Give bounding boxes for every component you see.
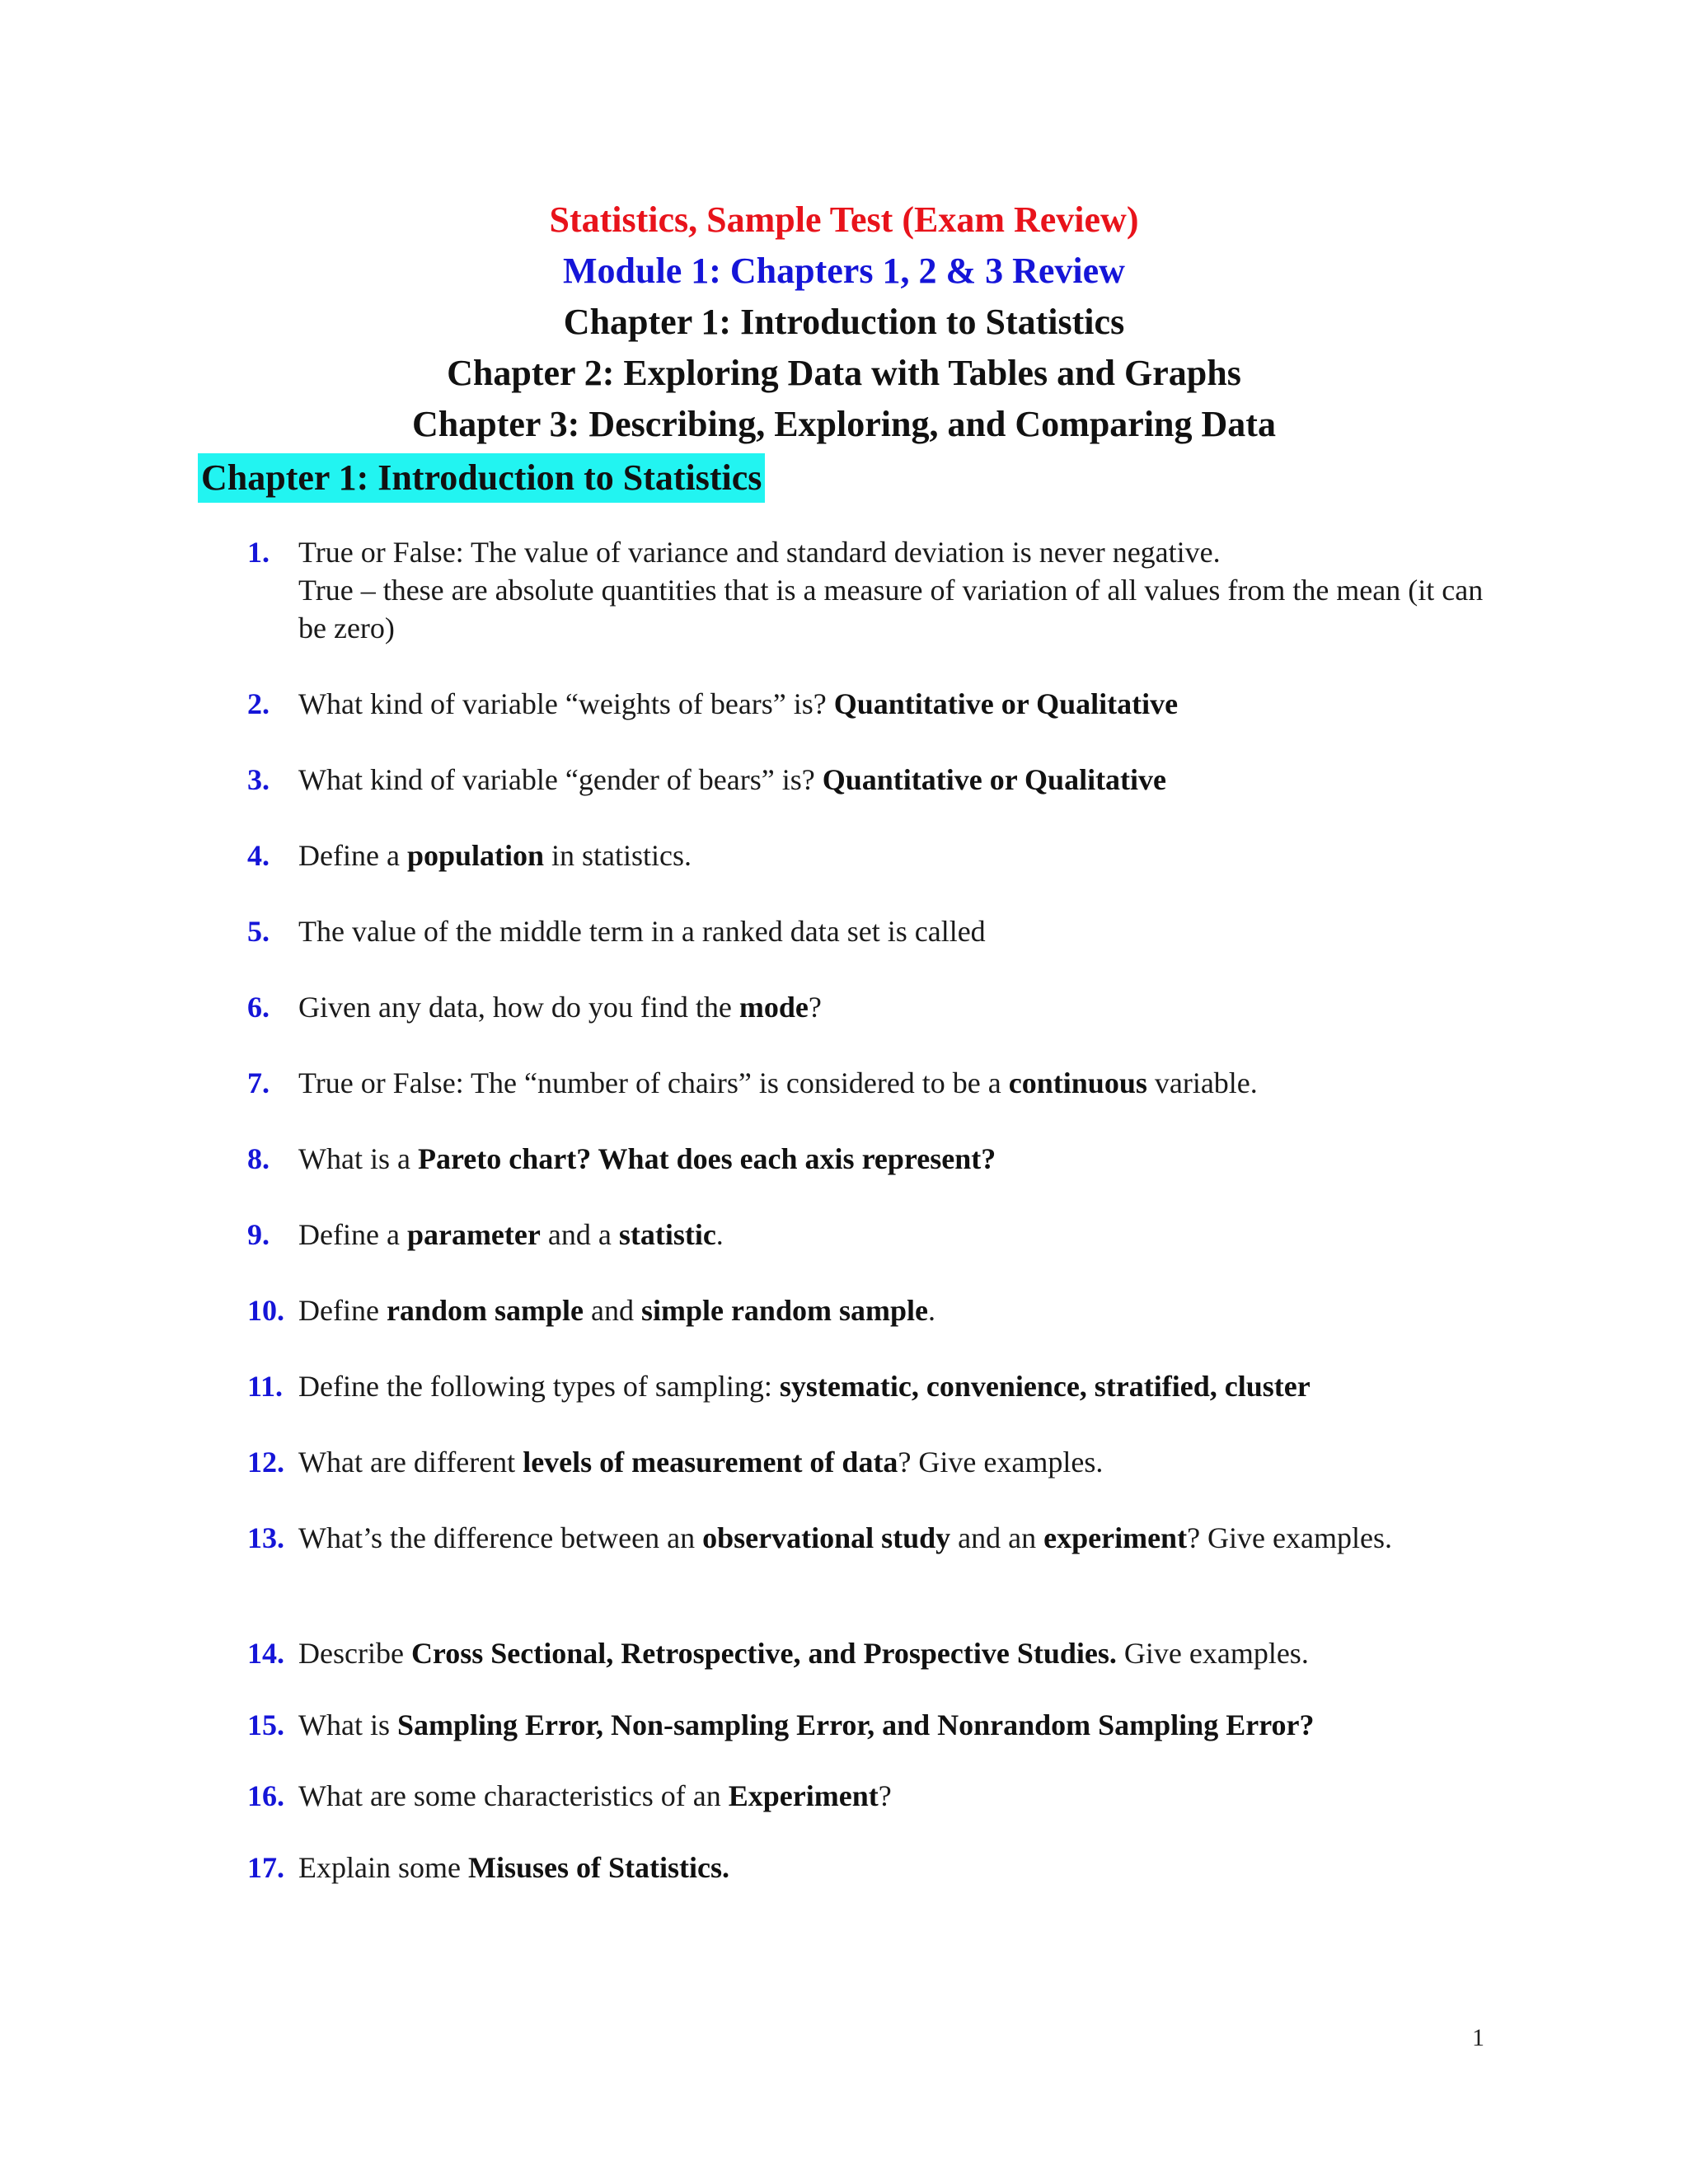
question-text-segment: ? Give examples. bbox=[1187, 1521, 1392, 1554]
question-text-segment: What is a bbox=[298, 1142, 418, 1175]
question-number: 15. bbox=[247, 1708, 284, 1741]
question-text bbox=[298, 1849, 1500, 1886]
question-text-segment: . bbox=[927, 1294, 935, 1327]
question-text bbox=[298, 1367, 1500, 1405]
answer-text: True – these are absolute quantities that is a measure of variation of all values from the mean (it can be zero) bbox=[298, 574, 1484, 644]
question-text-segment: Define bbox=[298, 1294, 387, 1327]
question-item bbox=[247, 761, 1500, 799]
question-text-segment: Define a bbox=[298, 1218, 407, 1251]
question-number: 9. bbox=[247, 1218, 270, 1251]
question-number: 11. bbox=[247, 1370, 284, 1403]
question-text-segment: and bbox=[583, 1294, 641, 1327]
question-text bbox=[298, 837, 1500, 874]
question-key-term: Pareto chart? What does each axis represent? bbox=[417, 1142, 996, 1175]
question-key-term: observational study bbox=[702, 1521, 951, 1554]
question-text-segment: Given any data, how do you find the bbox=[298, 991, 739, 1024]
question-key-term: parameter bbox=[406, 1218, 541, 1251]
question-number: 1. bbox=[247, 536, 270, 569]
question-number: 12. bbox=[247, 1446, 284, 1479]
question-text bbox=[298, 1634, 1500, 1672]
question-key-term: experiment bbox=[1043, 1521, 1188, 1554]
question-item bbox=[247, 1140, 1500, 1178]
question-item bbox=[247, 837, 1500, 874]
question-text-segment: variable. bbox=[1146, 1066, 1258, 1099]
question-text-segment: in statistics. bbox=[544, 839, 692, 872]
question-number: 16. bbox=[247, 1779, 284, 1812]
question-text bbox=[298, 1706, 1500, 1744]
question-text-segment: Explain some bbox=[298, 1851, 468, 1884]
question-number: 13. bbox=[247, 1521, 284, 1554]
section-heading: Chapter 1: Introduction to Statistics bbox=[198, 453, 765, 503]
question-key-term: Quantitative or Qualitative bbox=[833, 687, 1179, 720]
question-key-term: Experiment bbox=[728, 1779, 879, 1812]
question-text bbox=[298, 533, 1500, 571]
question-item bbox=[247, 1849, 1500, 1886]
question-key-term: Misuses of Statistics. bbox=[467, 1851, 729, 1884]
question-text-segment: ? Give examples. bbox=[898, 1446, 1104, 1479]
question-text bbox=[298, 1064, 1500, 1102]
question-item bbox=[247, 533, 1500, 647]
question-text-segment: ? bbox=[878, 1779, 892, 1812]
question-number: 4. bbox=[247, 839, 270, 872]
question-text-segment: What’s the difference between an bbox=[298, 1521, 703, 1554]
question-key-term: statistic bbox=[618, 1218, 716, 1251]
question-text bbox=[298, 685, 1500, 723]
chapter-1-title: Chapter 1: Introduction to Statistics bbox=[563, 302, 1125, 342]
question-number: 2. bbox=[247, 687, 270, 720]
question-item bbox=[247, 1064, 1500, 1102]
question-text bbox=[298, 1519, 1500, 1557]
question-key-term: systematic, convenience, stratified, cluster bbox=[779, 1370, 1311, 1403]
question-text-segment: What kind of variable “weights of bears” is? bbox=[298, 687, 834, 720]
question-text-segment: Describe bbox=[298, 1637, 411, 1670]
question-text bbox=[298, 761, 1500, 799]
question-number: 7. bbox=[247, 1066, 270, 1099]
question-item bbox=[247, 1634, 1500, 1672]
question-item bbox=[247, 988, 1500, 1026]
question-text-segment: What kind of variable “gender of bears” is? bbox=[298, 763, 823, 796]
question-item bbox=[247, 1291, 1500, 1329]
question-text bbox=[298, 1216, 1500, 1254]
question-text bbox=[298, 1291, 1500, 1329]
document-title: Statistics, Sample Test (Exam Review) bbox=[549, 199, 1139, 240]
question-text-segment: True or False: The “number of chairs” is considered to be a bbox=[298, 1066, 1009, 1099]
question-key-term: Sampling Error, Non-sampling Error, and Nonrandom Sampling Error? bbox=[396, 1708, 1315, 1741]
question-number: 14. bbox=[247, 1637, 284, 1670]
question-text bbox=[298, 1443, 1500, 1481]
page-number: 1 bbox=[1472, 2024, 1484, 2051]
question-text-segment: The value of the middle term in a ranked data set is called bbox=[298, 915, 986, 948]
question-item bbox=[247, 1706, 1500, 1744]
question-item bbox=[247, 1519, 1500, 1557]
question-key-term: continuous bbox=[1008, 1066, 1147, 1099]
question-item bbox=[247, 1777, 1500, 1815]
question-item bbox=[247, 912, 1500, 950]
question-text bbox=[298, 1140, 1500, 1178]
question-text-segment: What are different bbox=[298, 1446, 523, 1479]
question-text-segment: and a bbox=[540, 1218, 619, 1251]
question-text-segment: Define a bbox=[298, 839, 407, 872]
question-text bbox=[298, 912, 1500, 950]
question-text-segment: Give examples. bbox=[1116, 1637, 1309, 1670]
question-key-term: population bbox=[406, 839, 545, 872]
question-text-segment: . bbox=[715, 1218, 724, 1251]
question-number: 6. bbox=[247, 991, 270, 1024]
question-text bbox=[298, 1777, 1500, 1815]
question-text bbox=[298, 988, 1500, 1026]
question-key-term: random sample bbox=[386, 1294, 584, 1327]
question-key-term: Quantitative or Qualitative bbox=[822, 763, 1167, 796]
question-key-term: levels of measurement of data bbox=[523, 1446, 898, 1479]
question-text-segment: What are some characteristics of an bbox=[298, 1779, 729, 1812]
question-key-term: mode bbox=[738, 991, 809, 1024]
question-text-segment: What is bbox=[298, 1708, 397, 1741]
question-number: 5. bbox=[247, 915, 270, 948]
question-item bbox=[247, 1367, 1500, 1405]
question-number: 3. bbox=[247, 763, 270, 796]
chapter-3-title: Chapter 3: Describing, Exploring, and Comparing Data bbox=[412, 404, 1276, 444]
chapter-2-title: Chapter 2: Exploring Data with Tables and Graphs bbox=[447, 353, 1241, 393]
question-item bbox=[247, 685, 1500, 723]
question-number: 17. bbox=[247, 1851, 284, 1884]
question-text-segment: Define the following types of sampling: bbox=[298, 1370, 780, 1403]
module-subtitle: Module 1: Chapters 1, 2 & 3 Review bbox=[563, 251, 1125, 291]
question-item bbox=[247, 1443, 1500, 1481]
question-number: 10. bbox=[247, 1294, 284, 1327]
question-key-term: Cross Sectional, Retrospective, and Prospective Studies. bbox=[410, 1637, 1117, 1670]
question-text-segment: ? bbox=[808, 991, 822, 1024]
question-text-segment: True or False: The value of variance and standard deviation is never negative. bbox=[298, 536, 1221, 569]
question-text-segment: and an bbox=[950, 1521, 1044, 1554]
question-key-term: simple random sample bbox=[640, 1294, 928, 1327]
question-item bbox=[247, 1216, 1500, 1254]
question-number: 8. bbox=[247, 1142, 270, 1175]
